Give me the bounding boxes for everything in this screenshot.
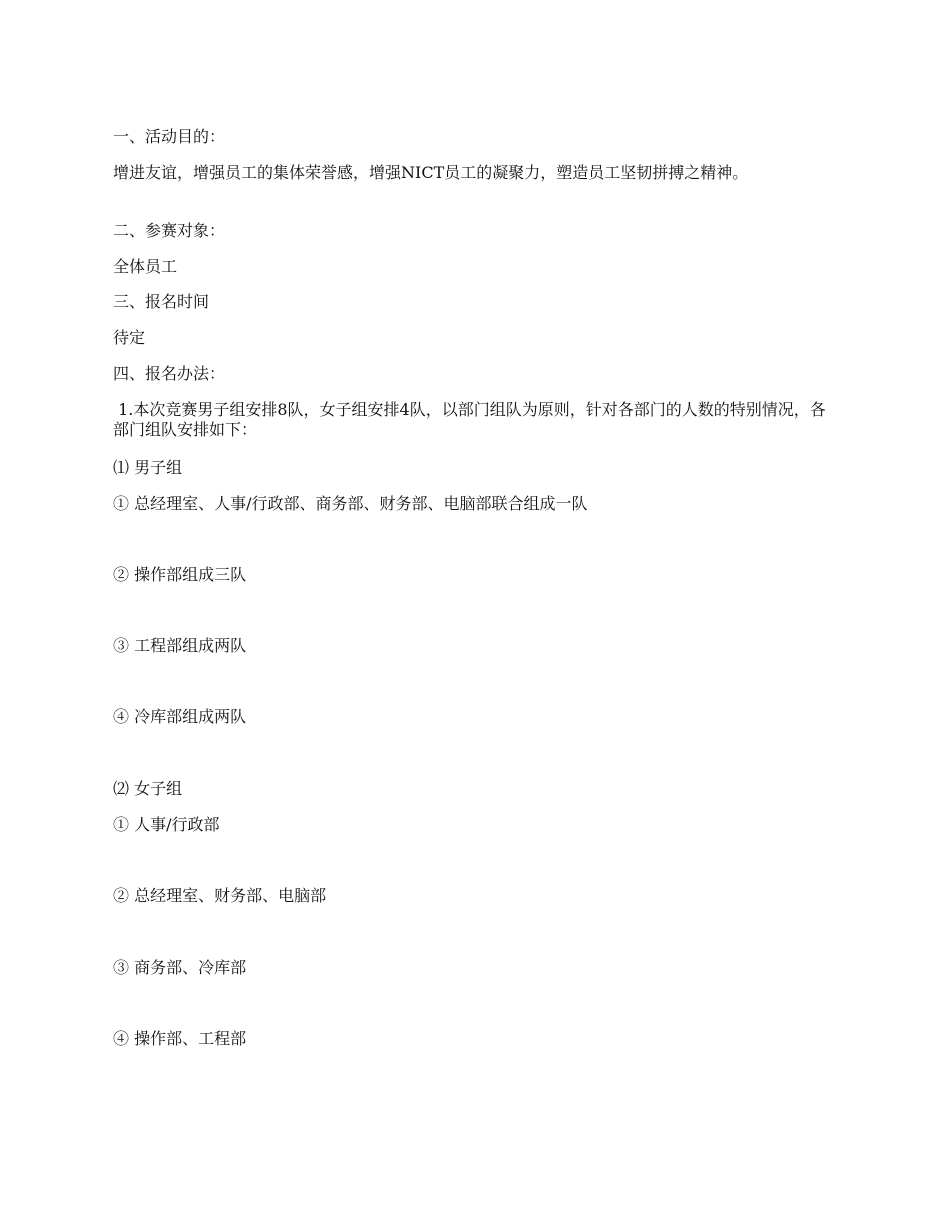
section-2-heading: 二、参赛对象： — [113, 221, 226, 240]
section-4-item-1: 1.本次竞赛男子组安排8队，女子组安排4队，以部门组队为原则，针对各部门的人数的特别情况，各部门组队安排如下： — [113, 400, 826, 439]
women-group-label: ⑵ 女子组 — [113, 779, 183, 798]
men-team-1: ① 总经理室、人事/行政部、商务部、财务部、电脑部联合组成一队 — [113, 494, 588, 513]
section-2-body: 全体员工 — [113, 257, 178, 276]
men-group-label: ⑴ 男子组 — [113, 458, 183, 477]
section-3-body: 待定 — [113, 328, 146, 347]
men-team-4: ④ 冷库部组成两队 — [113, 707, 247, 726]
women-team-4: ④ 操作部、工程部 — [113, 1029, 247, 1048]
section-1-heading: 一、活动目的： — [113, 127, 226, 146]
women-team-2: ② 总经理室、财务部、电脑部 — [113, 886, 327, 905]
men-team-2: ② 操作部组成三队 — [113, 565, 247, 584]
section-1-body: 增进友谊，增强员工的集体荣誉感，增强NICT员工的凝聚力，塑造员工坚韧拼搏之精神。 — [113, 163, 749, 182]
women-team-3: ③ 商务部、冷库部 — [113, 958, 247, 977]
section-4-heading: 四、报名办法： — [113, 364, 226, 383]
women-team-1: ① 人事/行政部 — [113, 815, 220, 834]
men-team-3: ③ 工程部组成两队 — [113, 636, 247, 655]
section-3-heading: 三、报名时间 — [113, 292, 210, 311]
